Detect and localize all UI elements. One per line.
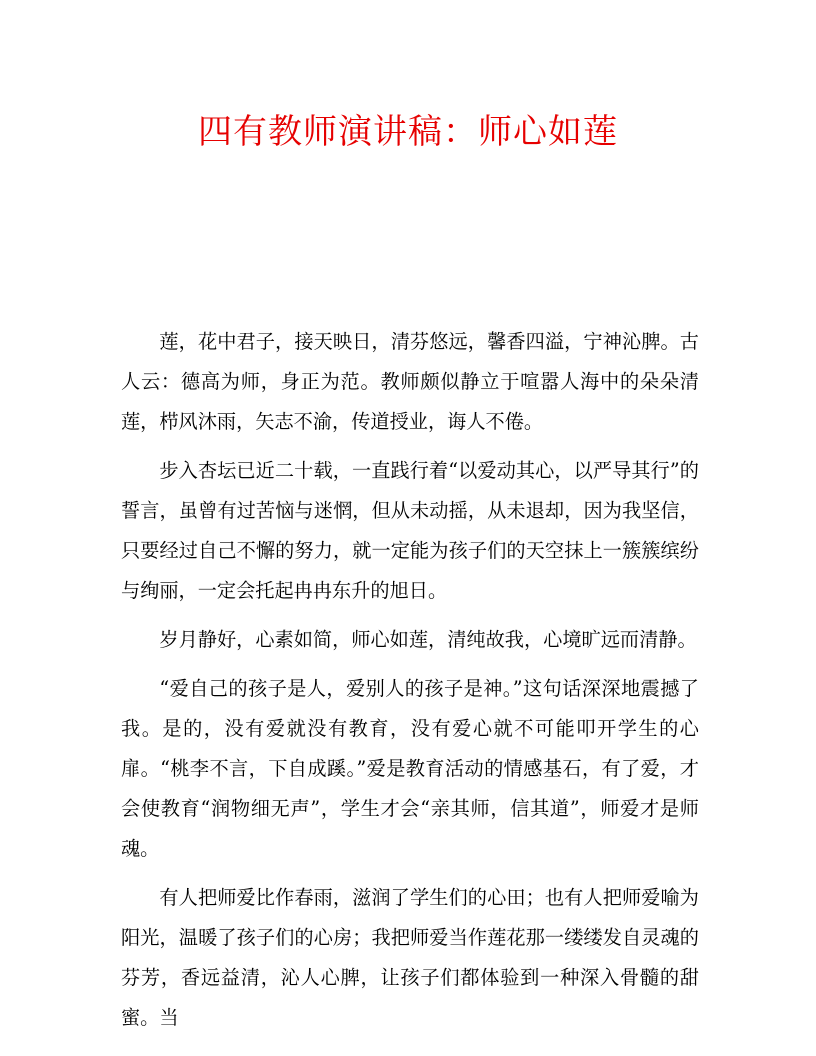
paragraph: 岁月静好，心素如简，师心如莲，清纯故我，心境旷远而清静。: [159, 628, 697, 651]
paragraph: “爱自己的孩子是人，爱别人的孩子是神。”这句话深深地震撼了我。是的，没有爱就没有教育，没有爱心就不可能叩开学生的心扉。“桃李不言，下自成蹊。”爱是教育活动的情感基石，有了爱，才会使教育“润物细无声”，学生才会“亲其师，信其道”，师爱才是师魂。: [121, 677, 699, 860]
document-body: [121, 322, 699, 1047]
paragraph: 莲，花中君子，接天映日，清芬悠远，馨香四溢，宁神沁脾。古人云：德高为师，身正为范。教师颇似静立于喧嚣人海中的朵朵清莲，栉风沐雨，矢志不渝，传道授业，诲人不倦。: [121, 330, 699, 433]
document-title: 四有教师演讲稿：师心如莲: [198, 112, 618, 152]
paragraph: 有人把师爱比作春雨，滋润了学生们的心田；也有人把师爱喻为阳光，温暖了孩子们的心房；我把师爱当作莲花那一缕缕发自灵魂的芬芳，香远益清，沁人心脾，让孩子们都体验到一种深入骨髓的甜蜜。当: [121, 886, 699, 1029]
paragraph: 步入杏坛已近二十载，一直践行着“以爱动其心，以严导其行”的誓言，虽曾有过苦恼与迷惘，但从未动摇，从未退却，因为我坚信，只要经过自己不懈的努力，就一定能为孩子们的天空抹上一簇簇缤纷与绚丽，一定会托起冉冉东升的旭日。: [121, 459, 699, 602]
